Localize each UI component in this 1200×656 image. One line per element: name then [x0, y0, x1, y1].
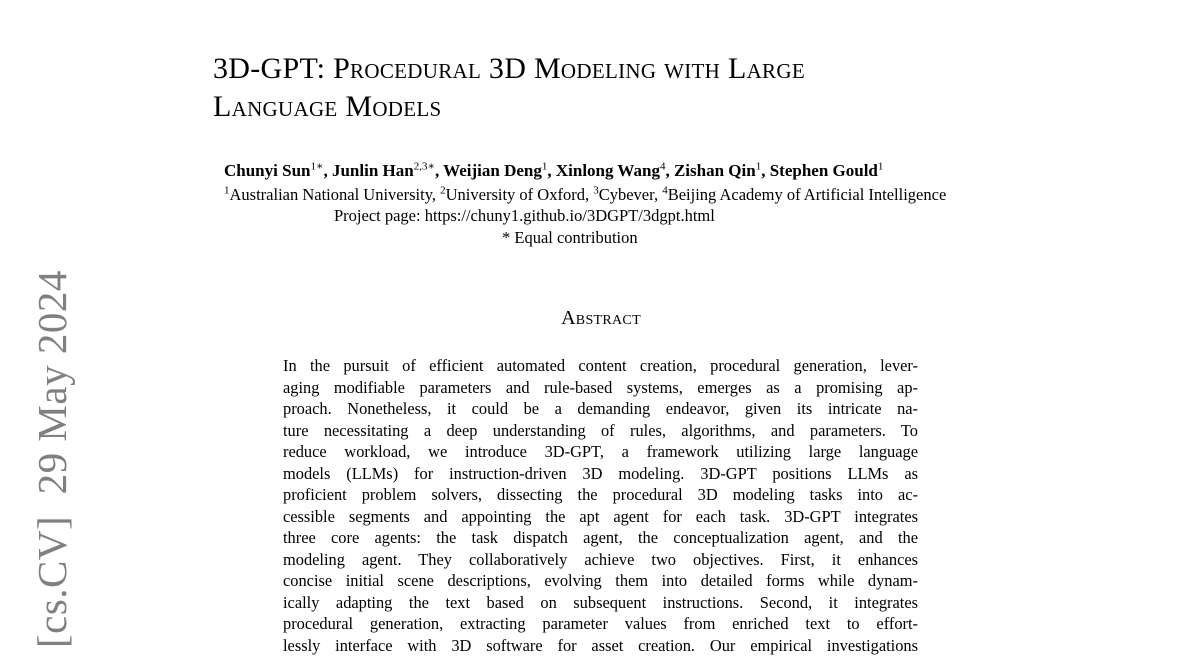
- author: [674, 161, 761, 180]
- project-page-link[interactable]: Project page: https://chuny1.github.io/3DGPT/3dgpt.html: [334, 205, 715, 227]
- affiliation-mark: 1: [224, 185, 230, 197]
- affiliation-mark: 2: [440, 185, 446, 197]
- abstract-line: ture necessitating a deep understanding of rules, algorithms, and parameters. To: [283, 420, 918, 442]
- abstract-line: In the pursuit of efficient automated content creation, procedural generation, lever-: [283, 355, 918, 377]
- abstract-heading: Abstract: [0, 305, 1200, 331]
- abstract-line: proach. Nonetheless, it could be a demanding endeavor, given its intricate na-: [283, 398, 918, 420]
- abstract-line: modeling agent. They collaboratively achieve two objectives. First, it enhances: [283, 549, 918, 571]
- affiliation-name: Australian National University: [230, 185, 432, 204]
- title-line: 3D-GPT: Procedural 3D Modeling with Large: [213, 50, 1093, 88]
- author-affiliation-mark: 1∗: [310, 160, 323, 172]
- author-affiliation-mark: 2,3∗: [414, 160, 435, 172]
- affiliation-name: Cybever: [599, 185, 654, 204]
- author-name: Stephen Gould: [770, 161, 878, 180]
- author-name: Zishan Qin: [674, 161, 756, 180]
- paper-title: [213, 50, 1093, 126]
- author-name: Junlin Han: [332, 161, 414, 180]
- abstract-line: three core agents: the task dispatch agent, the conceptualization agent, and the: [283, 527, 918, 549]
- affiliation-name: Beijing Academy of Artificial Intelligence: [668, 185, 947, 204]
- abstract-line: proficient problem solvers, dissecting the procedural 3D modeling tasks into ac-: [283, 484, 918, 506]
- author: [224, 161, 323, 180]
- title-line: Language Models: [213, 88, 1093, 126]
- author: [556, 161, 666, 180]
- abstract-line: aging modifiable parameters and rule-based systems, emerges as a promising ap-: [283, 377, 918, 399]
- author: [443, 161, 547, 180]
- author-affiliation-mark: 1: [542, 160, 548, 172]
- abstract-body: [283, 355, 918, 656]
- author: [332, 161, 435, 180]
- arxiv-side-stamp: [cs.CV] 29 May 2024: [30, 270, 74, 648]
- author: [770, 161, 884, 180]
- abstract-line: cessible segments and appointing the apt agent for each task. 3D-GPT integrates: [283, 506, 918, 528]
- author-name: Xinlong Wang: [556, 161, 660, 180]
- affiliation-mark: 3: [593, 185, 599, 197]
- abstract-line: ically adapting the text based on subsequent instructions. Second, it integrates: [283, 592, 918, 614]
- affiliation-mark: 4: [662, 185, 668, 197]
- author-affiliation-mark: 4: [660, 160, 666, 172]
- affiliation-list: $^1$Australian National University, $^2$University of Oxford, $^3$Cybever, $^4$Beijing Academy of Artificial Intelligence: [224, 184, 946, 206]
- abstract-line: lessly interface with 3D software for asset creation. Our empirical investigations: [283, 635, 918, 656]
- author-affiliation-mark: 1: [878, 160, 884, 172]
- abstract-line: concise initial scene descriptions, evolving them into detailed forms while dynam-: [283, 570, 918, 592]
- abstract-line: reduce workload, we introduce 3D-GPT, a framework utilizing large language: [283, 441, 918, 463]
- affiliation-name: University of Oxford: [446, 185, 585, 204]
- author-name: Weijian Deng: [443, 161, 542, 180]
- author-list: Chunyi Sun$^{1∗}$, Junlin Han$^{2,3∗}$, Weijian Deng$^1$, Xinlong Wang$^4$, Zishan Qin$^1$, Stephen Gould$^1$: [224, 160, 883, 182]
- abstract-line: models (LLMs) for instruction-driven 3D modeling. 3D-GPT positions LLMs as: [283, 463, 918, 485]
- author-name: Chunyi Sun: [224, 161, 310, 180]
- equal-contribution-note: * Equal contribution: [502, 227, 638, 249]
- author-affiliation-mark: 1: [756, 160, 762, 172]
- abstract-line: procedural generation, extracting parameter values from enriched text to effort-: [283, 613, 918, 635]
